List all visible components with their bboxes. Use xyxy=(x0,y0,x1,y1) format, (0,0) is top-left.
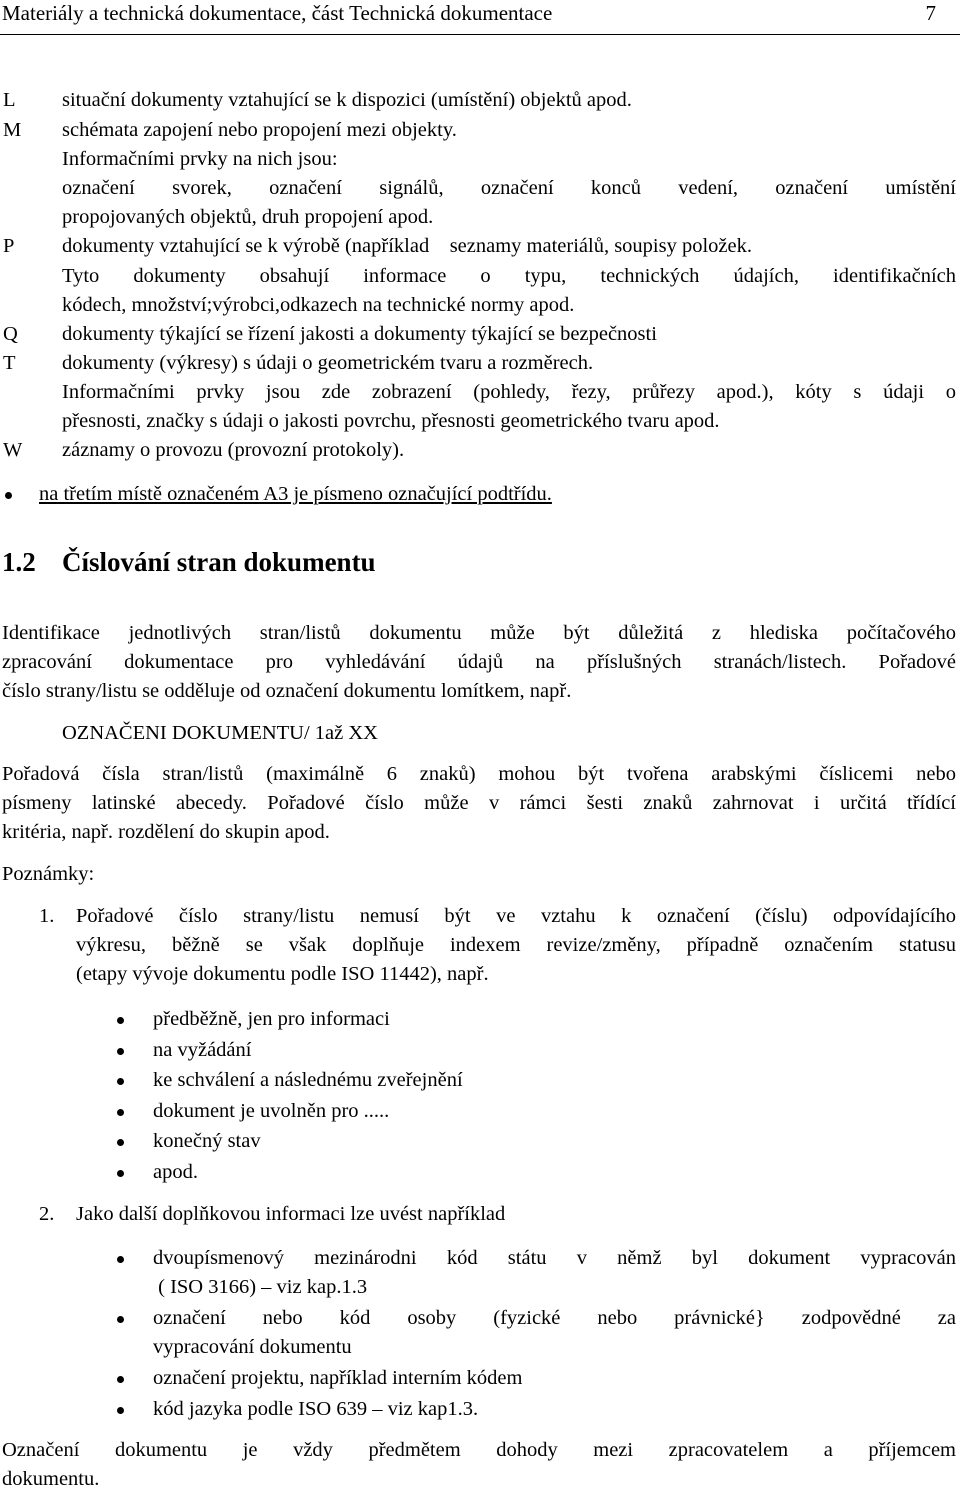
class-m-text: označení svorek, označení signálů, označení konců vedení, označení umístění xyxy=(62,177,956,199)
closing-line: Označení dokumentu je vždy předmětem dohody mezi zpracovatelem a příjemcem xyxy=(2,1439,956,1461)
paragraph-line: kritéria, např. rozdělení do skupin apod. xyxy=(2,821,330,843)
note-text: Pořadové číslo strany/listu nemusí být ve vztahu k označení (číslu) odpovídajícího xyxy=(76,905,956,927)
class-q-text: dokumenty týkající se řízení jakosti a dokumenty týkající se bezpečnosti xyxy=(62,323,657,345)
list-item: kód jazyka podle ISO 639 – viz kap1.3. xyxy=(153,1398,479,1420)
section-title: Číslování stran dokumentu xyxy=(62,547,376,577)
class-m-text: schémata zapojení nebo propojení mezi objekty. xyxy=(62,119,457,141)
section-number: 1.2 xyxy=(2,547,36,577)
class-t-text: dokumenty (výkresy) s údaji o geometrickém tvaru a rozměrech. xyxy=(62,352,594,374)
bullet-icon xyxy=(5,492,12,499)
header-title: Materiály a technická dokumentace, část Technická dokumentace xyxy=(2,1,553,25)
list-item: dvoupísmenový mezinárodni kód státu v němž byl dokument vypracován xyxy=(153,1247,956,1269)
class-letter-m: M xyxy=(3,119,22,141)
document-designation-example: OZNAČENI DOKUMENTU/ 1až XX xyxy=(62,722,378,744)
note-number: 1. xyxy=(39,905,55,927)
subclass-note: na třetím místě označeném A3 je písmeno označující podtřídu. xyxy=(39,483,552,505)
class-m-text: Informačními prvky na nich jsou: xyxy=(62,148,338,170)
bullet-icon xyxy=(117,1017,124,1024)
paragraph-line: zpracování dokumentace pro vyhledávání údajů na příslušných stranách/listech. Pořadové xyxy=(2,651,956,673)
note-text: (etapy vývoje dokumentu podle ISO 11442), např. xyxy=(76,963,489,985)
class-letter-p: P xyxy=(3,235,15,257)
class-t-text: přesnosti, značky s údaji o jakosti povrchu, přesnosti geometrického tvaru apod. xyxy=(62,410,720,432)
bullet-icon xyxy=(117,1048,124,1055)
note-text: Jako další doplňkovou informaci lze uvést například xyxy=(76,1203,506,1225)
bullet-icon xyxy=(117,1078,124,1085)
bullet-icon xyxy=(117,1316,124,1323)
class-p-text: Tyto dokumenty obsahují informace o typu, technických údajích, identifikačních xyxy=(62,265,956,287)
class-letter-l: L xyxy=(3,89,16,111)
bullet-icon xyxy=(117,1256,124,1263)
class-t-text: Informačními prvky jsou zde zobrazení (pohledy, řezy, průřezy apod.), kóty s údaji o xyxy=(62,381,956,403)
class-letter-q: Q xyxy=(3,323,18,345)
class-w-text: záznamy o provozu (provozní protokoly). xyxy=(62,439,405,461)
list-item: označení projektu, například interním kódem xyxy=(153,1367,523,1389)
class-letter-t: T xyxy=(3,352,16,374)
class-l-text: situační dokumenty vztahující se k dispozici (umístění) objektů apod. xyxy=(62,89,632,111)
bullet-icon xyxy=(117,1170,124,1177)
list-item: apod. xyxy=(153,1161,198,1183)
paragraph-line: číslo strany/listu se odděluje od označení dokumentu lomítkem, např. xyxy=(2,680,572,702)
note-number: 2. xyxy=(39,1203,55,1225)
list-item: předběžně, jen pro informaci xyxy=(153,1008,390,1030)
bullet-icon xyxy=(117,1376,124,1383)
paragraph-line: Pořadová čísla stran/listů (maximálně 6 znaků) mohou být tvořena arabskými číslicemi nebo xyxy=(2,763,956,785)
page-header xyxy=(0,0,960,35)
list-item: ( ISO 3166) – viz kap.1.3 xyxy=(153,1276,368,1298)
class-m-text: propojovaných objektů, druh propojení apod. xyxy=(62,206,434,228)
class-letter-w: W xyxy=(3,439,23,461)
list-item: ke schválení a následnému zveřejnění xyxy=(153,1069,463,1091)
bullet-icon xyxy=(117,1407,124,1414)
paragraph-line: Identifikace jednotlivých stran/listů dokumentu může být důležitá z hlediska počítačového xyxy=(2,622,956,644)
class-p-text: dokumenty vztahující se k výrobě (například seznamy materiálů, soupisy položek. xyxy=(62,235,752,257)
bullet-icon xyxy=(117,1139,124,1146)
paragraph-line: písmeny latinské abecedy. Pořadové číslo může v rámci šesti znaků zahrnovat i určitá třídící xyxy=(2,792,956,814)
list-item: vypracování dokumentu xyxy=(153,1336,352,1358)
list-item: dokument je uvolněn pro ..... xyxy=(153,1100,390,1122)
closing-line: dokumentu. xyxy=(2,1468,100,1490)
bullet-icon xyxy=(117,1109,124,1116)
list-item: označení nebo kód osoby (fyzické nebo právnické} zodpovědné za xyxy=(153,1307,956,1329)
page-number: 7 xyxy=(925,1,936,25)
list-item: konečný stav xyxy=(153,1130,261,1152)
list-item: na vyžádání xyxy=(153,1039,252,1061)
note-text: výkresu, běžně se však doplňuje indexem revize/změny, případně označením statusu xyxy=(76,934,956,956)
class-p-text: kódech, množství;výrobci,odkazech na technické normy apod. xyxy=(62,294,575,316)
notes-label: Poznámky: xyxy=(2,863,95,885)
